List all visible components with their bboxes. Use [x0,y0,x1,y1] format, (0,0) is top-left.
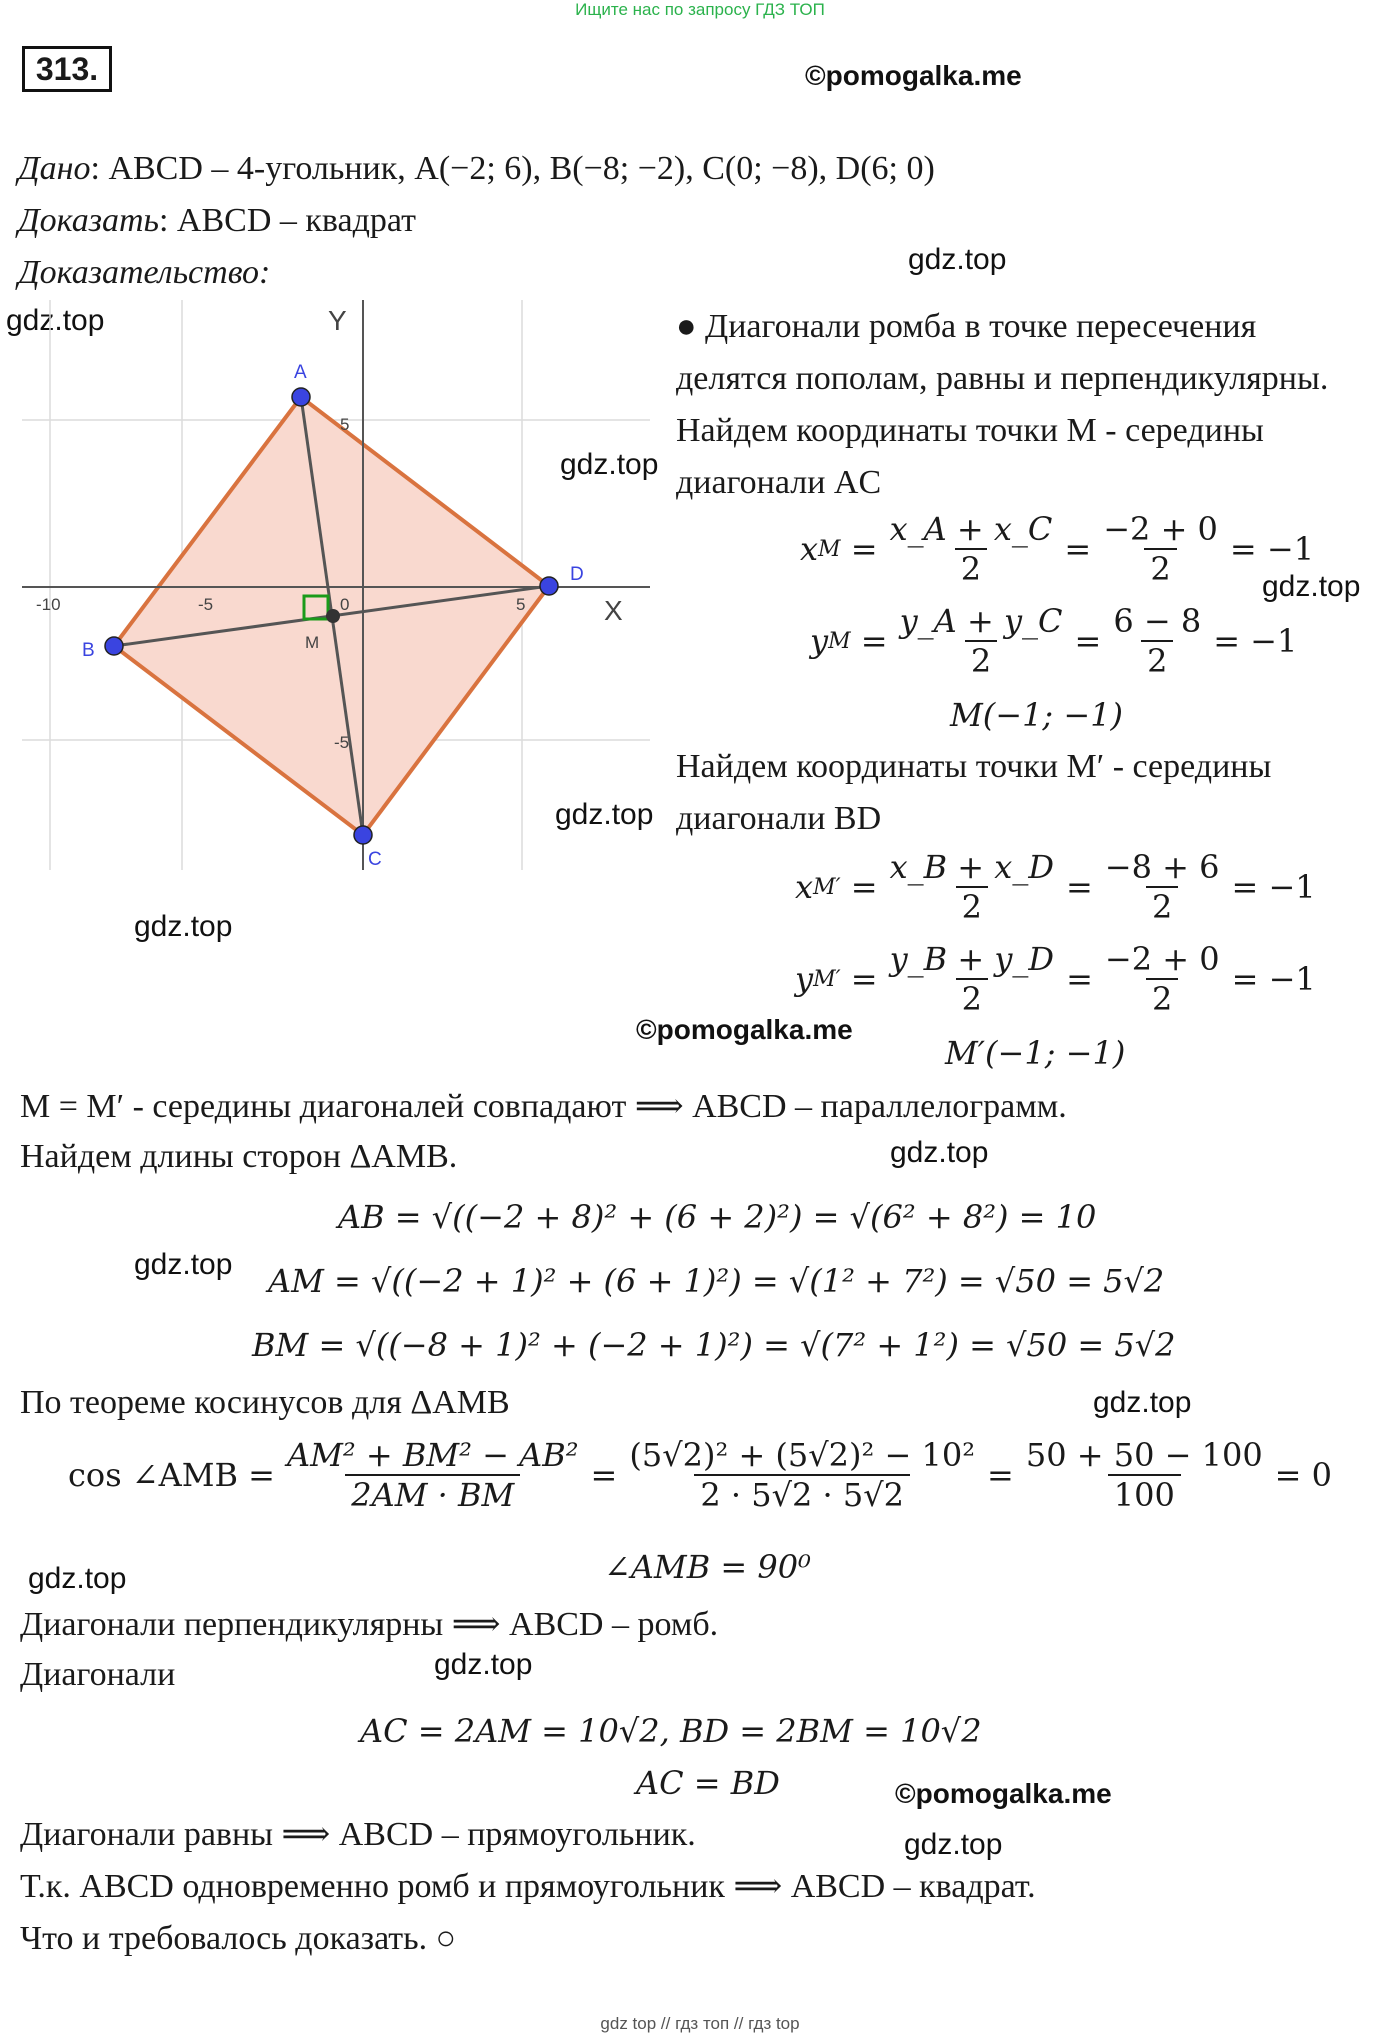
tick-label: 0 [340,595,350,614]
watermark: gdz.top [1093,1386,1192,1419]
given-label: Дано [18,150,91,187]
equation-xm-prime: x M′ = $\frac{x\_B + x\_D}{2}$ = $\frac{-8 + 6}{2}$ = −1 [795,848,1316,926]
watermark: gdz.top [560,448,659,481]
fraction: $\frac{x\_A + x\_C}{2}$ [889,510,1053,588]
label-m: M [305,633,320,652]
watermark: gdz.top [134,1248,233,1281]
tick-label: -10 [36,595,61,614]
watermark: gdz.top [908,243,1007,276]
fraction: $\frac{y\_A + y\_C}{2}$ [899,602,1063,680]
fraction: $\frac{-8 + 6}{2}$ [1104,848,1220,926]
tick-label: 5 [516,595,526,614]
find-m-prime-line: Найдем координаты точки M′ - середины [676,748,1272,785]
watermark: gdz.top [134,910,233,943]
square-conclusion: Т.к. ABCD одновременно ромб и прямоугольник ⟹ ABCD – квадрат. [20,1868,1036,1905]
watermark: gdz.top [904,1828,1003,1861]
rhombus-property-line: ● Диагонали ромба в точке пересечения [676,308,1257,345]
proof-end: Что и требовалось доказать. ○ [20,1920,457,1957]
point-d [540,577,558,595]
diagonal-ac-line: диагонали AC [676,464,882,501]
find-sides-line: Найдем длины сторон ΔAMB. [20,1138,458,1175]
tick-label: -5 [198,595,214,614]
watermark: gdz.top [890,1136,989,1169]
label-c: C [368,849,382,870]
given-text: : ABCD – 4-угольник, A(−2; 6), B(−8; −2), C(0; −8), D(6; 0) [90,150,935,187]
prove-line [18,202,416,240]
equation-am: AM = √((−2 + 1)² + (6 + 1)²) = √(1² + 7²) = √50 = 5√2 [268,1262,1165,1300]
watermark: gdz.top [6,304,105,337]
equation-ym: y M = $\frac{y\_A + y\_C}{2}$ = $\frac{6 - 8}{2}$ = −1 [810,602,1298,680]
diagonal-bd-line: диагонали BD [676,800,882,837]
cosine-equation: cos ∠AMB = $\frac{\text{AM² + BM² − AB²}}{2AM \cdot BM}$ = $\frac{\text{(5√2)² + (5√2)² − 10²}}{2 \cdot 5√2 \cdot 5√2}$ = $\frac{50 + 50 - 100}{100}$ = 0 [68,1436,1333,1514]
equation-ab: AB = √((−2 + 8)² + (6 + 2)²) = √(6² + 8²) = 10 [338,1198,1097,1236]
equation-diagonals: AC = 2AM = 10√2, BD = 2BM = 10√2 [360,1712,982,1750]
find-m-line: Найдем координаты точки M - середины [676,412,1264,449]
fraction: $\frac{\text{(5√2)² + (5√2)² − 10²}}{2 \cdot 5√2 \cdot 5√2}$ [629,1436,976,1514]
angle-result: ∠AMB = 90⁰ [604,1548,811,1586]
prove-label: Доказать [18,202,159,239]
brand-watermark-2: ©pomogalka.me [636,1014,853,1045]
coordinate-graph [22,300,650,870]
point-c [354,826,372,844]
fraction: $\frac{x\_B + x\_D}{2}$ [889,848,1054,926]
watermark: gdz.top [555,798,654,831]
watermark: gdz.top [1262,570,1361,603]
equation-bm: BM = √((−8 + 1)² + (−2 + 1)²) = √(7² + 1²) = √50 = 5√2 [252,1326,1176,1364]
proof-label: Доказательство: [18,254,271,291]
fraction: $\frac{\text{AM² + BM² − AB²}}{2AM \cdot BM}$ [286,1436,579,1514]
equation-xm: x M = $\frac{x\_A + x\_C}{2}$ = $\frac{-2 + 0}{2}$ = −1 [800,510,1315,588]
equation-ac-bd: AC = BD [636,1764,780,1802]
rectangle-conclusion: Диагонали равны ⟹ ABCD – прямоугольник. [20,1816,696,1853]
equation-ym-prime: y M′ = $\frac{y\_B + y\_D}{2}$ = $\frac{-2 + 0}{2}$ = −1 [795,940,1316,1018]
cosine-theorem-line: По теореме косинусов для ΔAMB [20,1384,510,1421]
label-d: D [570,564,584,585]
point-m-result: M(−1; −1) [950,696,1124,734]
rhombus-property-line: делятся пополам, равны и перпендикулярны. [676,360,1329,397]
midpoints-coincide-line: M = M′ - середины диагоналей совпадают ⟹ ABCD – параллелограмм. [20,1088,1067,1125]
fraction: $\frac{y\_B + y\_D}{2}$ [889,940,1055,1018]
watermark: gdz.top [434,1648,533,1681]
watermark: gdz.top [28,1562,127,1595]
point-b [105,637,123,655]
tick-label: -5 [334,733,350,752]
axis-y-label: Y [328,305,347,336]
point-m-prime-result: M′(−1; −1) [945,1034,1126,1072]
fraction: $\frac{6 - 8}{2}$ [1113,602,1202,680]
brand-watermark-3: ©pomogalka.me [895,1778,1112,1809]
prove-text: : ABCD – квадрат [158,202,416,239]
point-m [326,609,340,623]
axis-x-label: X [604,595,623,626]
tick-label: 5 [340,415,350,434]
problem-number: 313. [22,46,112,92]
point-a [292,388,310,406]
fraction: $\frac{-2 + 0}{2}$ [1103,510,1218,588]
rhombus-conclusion: Диагонали перпендикулярны ⟹ ABCD – ромб. [20,1606,719,1643]
given-line [18,150,935,188]
fraction: $\frac{-2 + 0}{2}$ [1104,940,1220,1018]
label-b: B [82,640,95,661]
footer-links[interactable]: gdz top // гдз топ // гдз top [600,2014,800,2033]
fraction: $\frac{50 + 50 - 100}{100}$ [1025,1436,1263,1514]
diagonals-line: Диагонали [20,1656,176,1693]
brand-watermark-1: ©pomogalka.me [805,60,1022,91]
top-banner[interactable]: Ищите нас по запросу ГДЗ ТОП [575,0,825,19]
label-a: A [294,362,307,383]
